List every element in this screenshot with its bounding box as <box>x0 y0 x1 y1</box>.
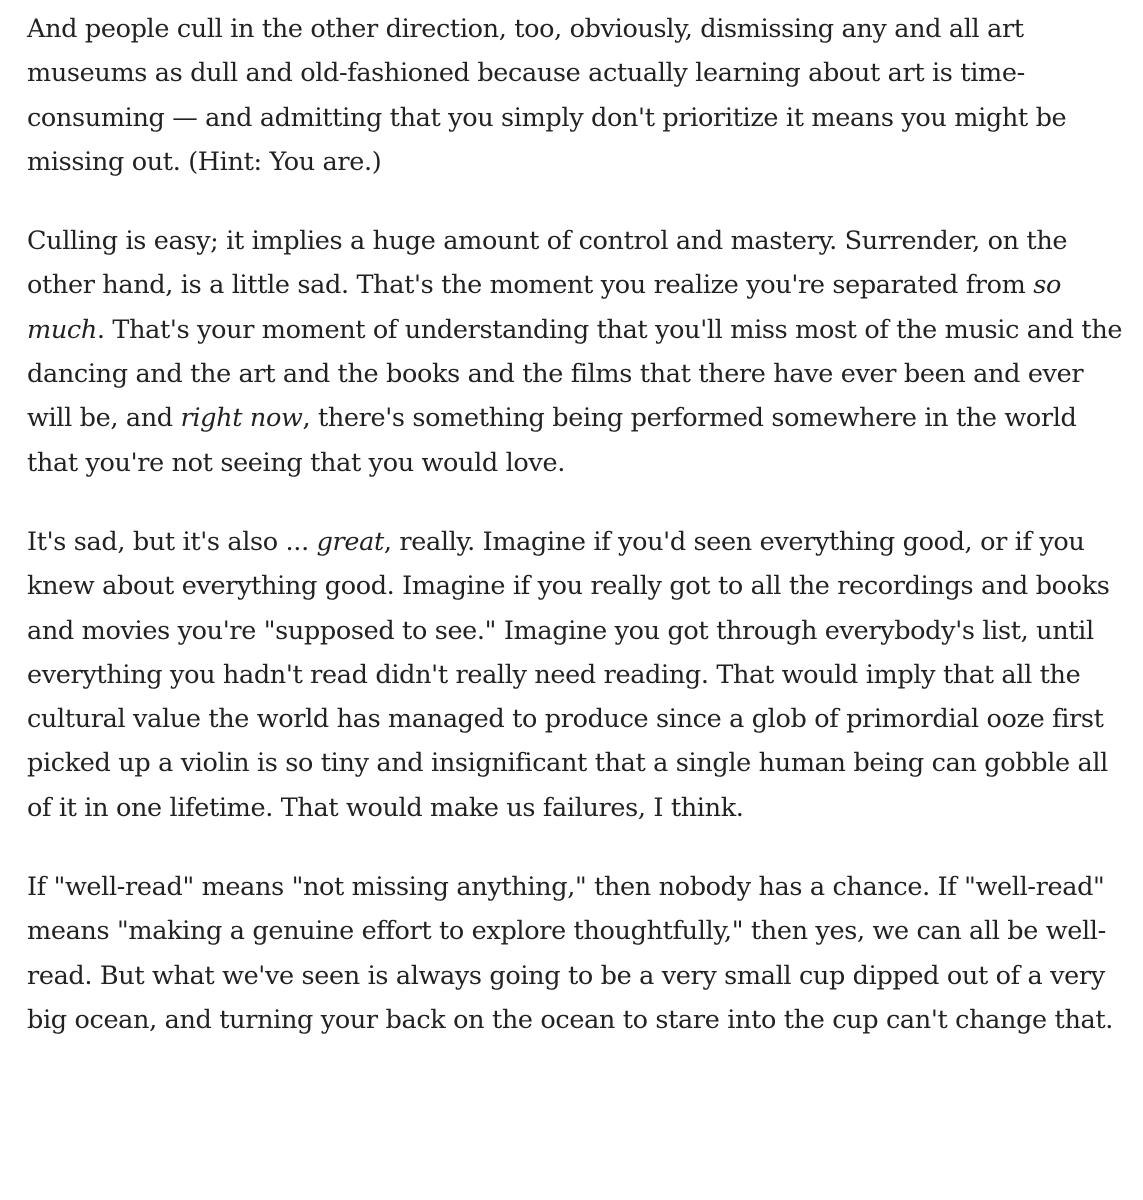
paragraph-text: , really. Imagine if you'd seen everything good, or if you knew about everything good. Imagine if you really got to all the recordings and books and movies you're "supposed to see." Imagine you got through everybody's list, until everything you hadn't read didn't really need reading. That would imply that all the cultural value the world has managed to produce since a glob of primordial ooze first picked up a violin is so tiny and insignificant that a single human being can gobble all of it in one lifetime. That would make us failures, I think. <box>27 526 1110 823</box>
paragraph-text: And people cull in the other direction, too, obviously, dismissing any and all art museums as dull and old-fashioned because actually learning about art is time-consuming — and admitting that you simply don't prioritize it means you might be missing out. (Hint: You are.) <box>27 14 1067 177</box>
emphasis-text: right now <box>180 403 303 434</box>
paragraph-text: Culling is easy; it implies a huge amount of control and mastery. Surrender, on the other hand, is a little sad. That's the moment you realize you're separated from <box>27 226 1068 301</box>
paragraph-text: . That's your moment of understanding that you'll miss most of the music and the dancing and the art and the books and the films that there have ever been and ever will be, and <box>27 314 1123 434</box>
paragraph <box>27 520 1123 830</box>
paragraph <box>27 7 1123 184</box>
paragraph-text: If "well-read" means "not missing anything," then nobody has a chance. If "well-read" means "making a genuine effort to explore thoughtfully," then yes, we can all be well-read. But what we've seen is always going to be a very small cup dipped out of a very big ocean, and turning your back on the ocean to stare into the cup can't change that. <box>27 872 1114 1035</box>
paragraph-text: It's sad, but it's also ... <box>27 526 317 557</box>
emphasis-text: great <box>316 526 384 557</box>
paragraph-text: , there's something being performed somewhere in the world that you're not seeing that you would love. <box>27 403 1077 478</box>
paragraph <box>27 865 1123 1042</box>
emphasis-text: so much <box>27 270 1061 345</box>
paragraph <box>27 219 1123 485</box>
